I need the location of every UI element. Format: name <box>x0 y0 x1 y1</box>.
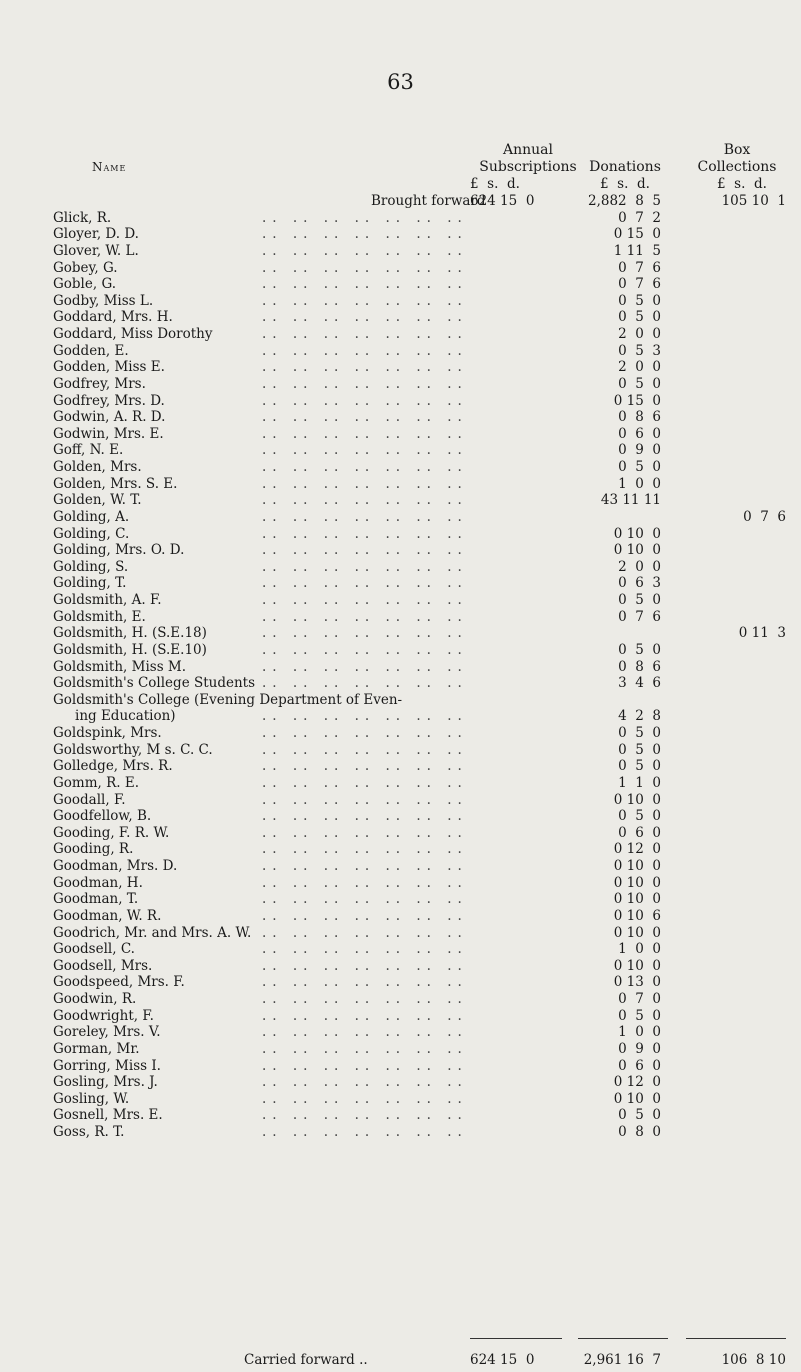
donation-amount: 1 11 5 <box>613 242 661 259</box>
ledger-row <box>0 476 801 493</box>
leader-dots: .. .. .. .. .. .. .. <box>262 442 468 459</box>
donor-name: Godden, Miss E. <box>53 359 171 376</box>
leader-dots: .. .. .. .. .. .. .. <box>262 592 468 608</box>
donation-amount: 0 9 0 <box>618 442 661 459</box>
donor-name: Gorman, Mr. <box>53 1041 146 1058</box>
donation-amount: 0 8 0 <box>618 1124 661 1140</box>
leader-dots: .. .. .. .. .. .. .. <box>262 409 468 426</box>
annual-subscriptions-header: Annual Subscriptions <box>479 142 577 175</box>
donor-name: Glover, W. L. <box>53 243 145 260</box>
donor-name: Goodsell, Mrs. <box>53 958 158 975</box>
donation-amount: 0 5 0 <box>618 725 661 741</box>
donations-header: Donations <box>589 159 661 175</box>
donation-amount: 1 0 0 <box>618 475 661 492</box>
donation-amount: 2 0 0 <box>618 359 661 376</box>
ledger-row <box>0 708 801 725</box>
leader-dots: .. .. .. .. .. .. .. <box>262 492 468 509</box>
donation-amount: 0 10 0 <box>613 957 661 974</box>
ledger-row <box>0 825 801 842</box>
donor-name: Godden, E. <box>53 343 135 360</box>
ledger-row <box>0 925 801 942</box>
ledger-row <box>0 393 801 410</box>
donation-amount: 0 9 0 <box>618 1040 661 1057</box>
leader-dots: .. .. .. .. .. .. .. <box>262 292 468 309</box>
carried-forward-label: Carried forward .. <box>244 1352 368 1368</box>
ledger-row <box>0 492 801 509</box>
donor-name: Golledge, Mrs. R. <box>53 758 179 775</box>
leader-dots: .. .. .. .. .. .. .. <box>262 525 468 542</box>
donor-name: Golding, A. <box>53 509 135 526</box>
leader-dots: .. .. .. .. .. .. .. <box>262 641 468 658</box>
leader-dots: .. .. .. .. .. .. .. <box>262 725 468 741</box>
box-collection-amount: 0 7 6 <box>743 508 786 525</box>
ledger-row <box>0 293 801 310</box>
donation-amount: 0 10 0 <box>613 858 661 874</box>
donation-amount: 0 7 0 <box>618 991 661 1007</box>
donor-name: Goldsmith's College (Evening Department of Even- <box>53 692 408 709</box>
donor-name: Golden, Mrs. <box>53 459 148 476</box>
ledger-row <box>0 1091 801 1108</box>
donation-amount: 0 6 3 <box>618 575 661 592</box>
donation-amount: 0 5 0 <box>618 292 661 309</box>
donation-amount: 0 8 6 <box>618 409 661 426</box>
ledger-row <box>0 326 801 343</box>
donor-name: Goddard, Mrs. H. <box>53 309 179 326</box>
ledger-rows <box>0 193 801 1141</box>
donation-amount: 0 5 0 <box>618 309 661 326</box>
donation-amount: 0 5 0 <box>618 641 661 658</box>
donation-amount: 0 10 0 <box>613 1090 661 1107</box>
donation-amount: 0 7 6 <box>618 608 661 625</box>
ledger-row <box>0 841 801 858</box>
leader-dots: .. .. .. .. .. .. .. <box>262 708 468 725</box>
donor-name: Goodman, Mrs. D. <box>53 858 183 875</box>
donation-amount: 0 5 0 <box>618 1007 661 1024</box>
donation-amount: 0 5 0 <box>618 459 661 475</box>
donation-amount: 43 11 11 <box>600 492 661 509</box>
ledger-row <box>0 1074 801 1091</box>
ledger-row <box>0 875 801 892</box>
donation-amount: 4 2 8 <box>618 708 661 725</box>
donor-name: Goss, R. T. <box>53 1124 130 1141</box>
donation-amount: 0 10 6 <box>613 907 661 924</box>
donor-name: Goddard, Miss Dorothy <box>53 326 219 343</box>
donor-name: Goodall, F. <box>53 792 132 809</box>
donation-amount: 0 7 6 <box>618 276 661 293</box>
donor-name: Gobey, G. <box>53 260 124 277</box>
donation-amount: 0 15 0 <box>613 226 661 243</box>
donor-name: Golding, C. <box>53 526 135 543</box>
donor-name: Goreley, Mrs. V. <box>53 1024 167 1041</box>
donation-amount: 0 7 2 <box>618 209 661 226</box>
leader-dots: .. .. .. .. .. .. .. <box>262 392 468 409</box>
donation-amount: 0 5 0 <box>618 375 661 392</box>
ledger-row <box>0 941 801 958</box>
leader-dots: .. .. .. .. .. .. .. <box>262 741 468 758</box>
ledger-row <box>0 376 801 393</box>
ledger-row <box>0 891 801 908</box>
brought-forward-row <box>0 193 801 210</box>
leader-dots: .. .. .. .. .. .. .. <box>262 1107 468 1124</box>
ledger-row <box>0 675 801 692</box>
donor-name: Goldsmith, H. (S.E.18) <box>53 625 213 642</box>
donation-amount: 0 10 0 <box>613 891 661 908</box>
donations-units: £ s. d. <box>600 176 650 192</box>
leader-dots: .. .. .. .. .. .. .. <box>262 608 468 625</box>
donation-amount: 0 7 6 <box>618 259 661 276</box>
box-collection-amount: 0 11 3 <box>738 625 786 642</box>
leader-dots: .. .. .. .. .. .. .. <box>262 1124 468 1140</box>
donation-amount: 0 10 0 <box>613 791 661 808</box>
ledger-row <box>0 858 801 875</box>
leader-dots: .. .. .. .. .. .. .. <box>262 1024 468 1041</box>
donor-name: Golden, Mrs. S. E. <box>53 476 183 493</box>
donor-name: Gooding, R. <box>53 841 139 858</box>
leader-dots: .. .. .. .. .. .. .. <box>262 1074 468 1091</box>
leader-dots: .. .. .. .. .. .. .. <box>262 841 468 858</box>
leader-dots: .. .. .. .. .. .. .. <box>262 957 468 974</box>
brought-forward-donations: 2,882 8 5 <box>588 193 661 209</box>
ledger-row <box>0 243 801 260</box>
donation-amount: 0 8 6 <box>618 658 661 675</box>
leader-dots: .. .. .. .. .. .. .. <box>262 941 468 958</box>
donation-amount: 0 10 0 <box>613 924 661 941</box>
annual-total-rule <box>470 1338 562 1339</box>
donor-name: Gosnell, Mrs. E. <box>53 1107 169 1124</box>
ledger-row <box>0 808 801 825</box>
leader-dots: .. .. .. .. .. .. .. <box>262 375 468 392</box>
donation-amount: 2 0 0 <box>618 558 661 575</box>
annual-units: £ s. d. <box>470 176 520 192</box>
donation-amount: 0 5 0 <box>618 808 661 825</box>
donation-amount: 0 10 0 <box>613 542 661 559</box>
box-collections-header: Box Collections <box>697 142 777 175</box>
brought-forward-box: 105 10 1 <box>721 193 786 209</box>
box-total-rule <box>686 1338 786 1339</box>
ledger-row <box>0 309 801 326</box>
donation-amount: 1 1 0 <box>618 774 661 791</box>
donation-amount: 0 13 0 <box>613 974 661 991</box>
leader-dots: .. .. .. .. .. .. .. <box>262 924 468 941</box>
leader-dots: .. .. .. .. .. .. .. <box>262 991 468 1007</box>
ledger-row <box>0 359 801 376</box>
donor-name: Goldsmith, A. F. <box>53 592 168 609</box>
ledger-row <box>0 991 801 1008</box>
brought-forward-label: Brought forward <box>371 193 486 209</box>
donation-amount: 0 12 0 <box>613 841 661 858</box>
ledger-row <box>0 559 801 576</box>
ledger-row <box>0 210 801 227</box>
donation-amount: 0 12 0 <box>613 1074 661 1091</box>
leader-dots: .. .. .. .. .. .. .. <box>262 774 468 791</box>
donor-name: Goodwright, F. <box>53 1008 160 1025</box>
ledger-row <box>0 758 801 775</box>
leader-dots: .. .. .. .. .. .. .. <box>262 824 468 841</box>
leader-dots: .. .. .. .. .. .. .. <box>262 209 468 226</box>
brought-forward-annual: 624 15 0 <box>470 193 535 209</box>
leader-dots: .. .. .. .. .. .. .. <box>262 459 468 475</box>
donor-name: Goldsmith's College Students <box>53 675 261 692</box>
ledger-row <box>0 1058 801 1075</box>
donation-amount: 1 0 0 <box>618 1024 661 1041</box>
donation-amount: 0 6 0 <box>618 1057 661 1074</box>
ledger-row <box>0 974 801 991</box>
ledger-row <box>0 692 801 709</box>
donor-name: Goldsmith, E. <box>53 609 152 626</box>
donor-name: Golding, T. <box>53 575 132 592</box>
donor-name: Godwin, Mrs. E. <box>53 426 170 443</box>
ledger-row <box>0 609 801 626</box>
leader-dots: .. .. .. .. .. .. .. <box>262 1057 468 1074</box>
donor-name: Godby, Miss L. <box>53 293 159 310</box>
ledger-row <box>0 958 801 975</box>
leader-dots: .. .. .. .. .. .. .. <box>262 242 468 259</box>
ledger-row <box>0 775 801 792</box>
ledger-row <box>0 1024 801 1041</box>
leader-dots: .. .. .. .. .. .. .. <box>262 326 468 342</box>
donor-name: Goldsmith, H. (S.E.10) <box>53 642 213 659</box>
ledger-row <box>0 725 801 742</box>
ledger-row <box>0 276 801 293</box>
leader-dots: .. .. .. .. .. .. .. <box>262 425 468 442</box>
ledger-row <box>0 459 801 476</box>
leader-dots: .. .. .. .. .. .. .. <box>262 508 468 525</box>
donation-amount: 0 10 0 <box>613 874 661 891</box>
donor-name: Gosling, W. <box>53 1091 135 1108</box>
ledger-row <box>0 526 801 543</box>
donor-name: Goff, N. E. <box>53 442 129 459</box>
donor-name: Goodman, T. <box>53 891 144 908</box>
donation-amount: 2 0 0 <box>618 326 661 342</box>
ledger-row <box>0 1124 801 1141</box>
leader-dots: .. .. .. .. .. .. .. <box>262 1007 468 1024</box>
donor-name: Gosling, Mrs. J. <box>53 1074 164 1091</box>
donor-name: Goodfellow, B. <box>53 808 157 825</box>
donor-name: Gorring, Miss I. <box>53 1058 167 1075</box>
donor-name: Goodsell, C. <box>53 941 141 958</box>
donor-name: Gooding, F. R. W. <box>53 825 175 842</box>
donor-name: Goodwin, R. <box>53 991 142 1008</box>
ledger-row <box>0 792 801 809</box>
leader-dots: .. .. .. .. .. .. .. <box>262 974 468 991</box>
donor-name: Goodrich, Mr. and Mrs. A. W. <box>53 925 257 942</box>
ledger-row <box>0 426 801 443</box>
ledger-row <box>0 742 801 759</box>
leader-dots: .. .. .. .. .. .. .. <box>262 475 468 492</box>
leader-dots: .. .. .. .. .. .. .. <box>262 309 468 326</box>
leader-dots: .. .. .. .. .. .. .. <box>262 675 468 692</box>
ledger-row <box>0 642 801 659</box>
leader-dots: .. .. .. .. .. .. .. <box>262 575 468 592</box>
leader-dots: .. .. .. .. .. .. .. <box>262 1040 468 1057</box>
donation-amount: 0 5 0 <box>618 741 661 758</box>
donor-name: Godfrey, Mrs. <box>53 376 152 393</box>
leader-dots: .. .. .. .. .. .. .. <box>262 907 468 924</box>
donation-amount: 0 6 0 <box>618 824 661 841</box>
ledger-row <box>0 442 801 459</box>
ledger-row <box>0 659 801 676</box>
ledger-row <box>0 1041 801 1058</box>
name-column-header: Name <box>92 160 127 174</box>
donor-name: Godfrey, Mrs. D. <box>53 393 171 410</box>
ledger-row <box>0 226 801 243</box>
ledger-row <box>0 260 801 277</box>
donation-amount: 0 6 0 <box>618 425 661 442</box>
donation-amount: 0 5 0 <box>618 592 661 608</box>
donor-name: Godwin, A. R. D. <box>53 409 171 426</box>
donor-name: Golding, Mrs. O. D. <box>53 542 190 559</box>
leader-dots: .. .. .. .. .. .. .. <box>262 891 468 908</box>
ledger-row <box>0 908 801 925</box>
donations-total-rule <box>578 1338 668 1339</box>
leader-dots: .. .. .. .. .. .. .. <box>262 758 468 775</box>
ledger-row <box>0 409 801 426</box>
leader-dots: .. .. .. .. .. .. .. <box>262 542 468 559</box>
leader-dots: .. .. .. .. .. .. .. <box>262 791 468 808</box>
donor-name: Golden, W. T. <box>53 492 148 509</box>
donor-name: Goodspeed, Mrs. F. <box>53 974 191 991</box>
leader-dots: .. .. .. .. .. .. .. <box>262 625 468 642</box>
leader-dots: .. .. .. .. .. .. .. <box>262 858 468 874</box>
donation-amount: 1 0 0 <box>618 941 661 958</box>
ledger-row <box>0 1107 801 1124</box>
donation-amount: 0 5 3 <box>618 342 661 359</box>
ledger-row <box>0 592 801 609</box>
page-number: 63 <box>387 70 414 94</box>
donation-amount: 0 15 0 <box>613 392 661 409</box>
donation-amount: 0 10 0 <box>613 525 661 542</box>
donor-name: Glick, R. <box>53 210 117 227</box>
carried-forward-annual: 624 15 0 <box>470 1352 535 1368</box>
leader-dots: .. .. .. .. .. .. .. <box>262 359 468 376</box>
leader-dots: .. .. .. .. .. .. .. <box>262 226 468 243</box>
leader-dots: .. .. .. .. .. .. .. <box>262 808 468 825</box>
donor-name: Gloyer, D. D. <box>53 226 145 243</box>
ledger-row <box>0 575 801 592</box>
ledger-row <box>0 509 801 526</box>
donor-name: Golding, S. <box>53 559 134 576</box>
donor-name: Goldspink, Mrs. <box>53 725 168 742</box>
donor-name: Goodman, H. <box>53 875 149 892</box>
leader-dots: .. .. .. .. .. .. .. <box>262 874 468 891</box>
leader-dots: .. .. .. .. .. .. .. <box>262 1090 468 1107</box>
ledger-row <box>0 1008 801 1025</box>
donation-amount: 0 5 0 <box>618 1107 661 1124</box>
donation-amount: 0 5 0 <box>618 758 661 775</box>
leader-dots: .. .. .. .. .. .. .. <box>262 558 468 575</box>
ledger-row <box>0 343 801 360</box>
donation-amount: 3 4 6 <box>618 675 661 692</box>
ledger-row <box>0 542 801 559</box>
donor-name: Goodman, W. R. <box>53 908 167 925</box>
leader-dots: .. .. .. .. .. .. .. <box>262 259 468 276</box>
leader-dots: .. .. .. .. .. .. .. <box>262 342 468 359</box>
ledger-row <box>0 625 801 642</box>
donor-name: ing Education) <box>75 708 182 725</box>
donor-name: Goldsmith, Miss M. <box>53 659 192 676</box>
donor-name: Goldsworthy, M s. C. C. <box>53 742 219 759</box>
donor-name: Gomm, R. E. <box>53 775 145 792</box>
carried-forward-box: 106 8 10 <box>721 1352 786 1368</box>
box-units: £ s. d. <box>717 176 767 192</box>
leader-dots: .. .. .. .. .. .. .. <box>262 276 468 293</box>
carried-forward-donations: 2,961 16 7 <box>583 1352 661 1368</box>
donor-name: Goble, G. <box>53 276 122 293</box>
leader-dots: .. .. .. .. .. .. .. <box>262 658 468 675</box>
